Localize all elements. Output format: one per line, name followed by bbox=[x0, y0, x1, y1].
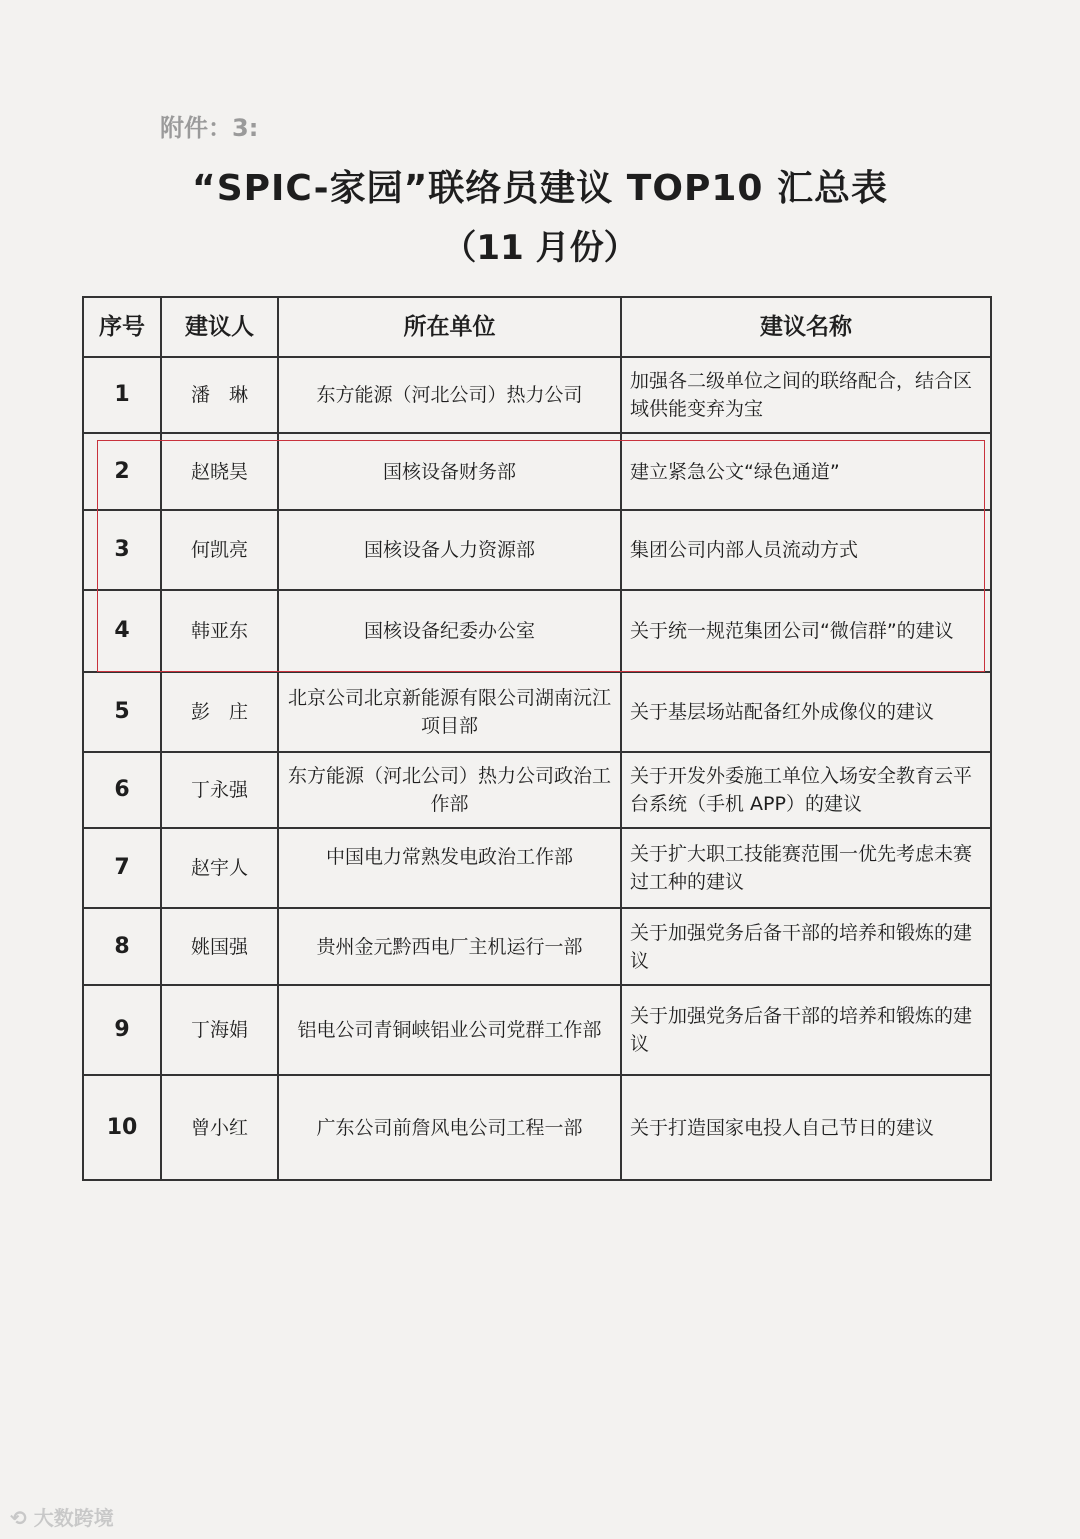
row-number: 7 bbox=[83, 828, 161, 908]
suggestion-title: 关于开发外委施工单位入场安全教育云平台系统（手机 APP）的建议 bbox=[621, 752, 991, 828]
unit-name: 铝电公司青铜峡铝业公司党群工作部 bbox=[278, 985, 621, 1075]
table-row bbox=[83, 985, 991, 1075]
unit-name: 贵州金元黔西电厂主机运行一部 bbox=[278, 908, 621, 985]
suggestion-title: 关于扩大职工技能赛范围一优先考虑未赛过工种的建议 bbox=[621, 828, 991, 908]
row-number: 6 bbox=[83, 752, 161, 828]
suggester-name: 丁永强 bbox=[161, 752, 278, 828]
unit-name: 北京公司北京新能源有限公司湖南沅江项目部 bbox=[278, 672, 621, 752]
row-number: 10 bbox=[83, 1075, 161, 1180]
unit-name: 广东公司前詹风电公司工程一部 bbox=[278, 1075, 621, 1180]
table-row bbox=[83, 357, 991, 433]
row-number: 1 bbox=[83, 357, 161, 433]
suggester-name: 韩亚东 bbox=[161, 590, 278, 672]
suggester-name: 彭 庄 bbox=[161, 672, 278, 752]
header-no: 序号 bbox=[83, 297, 161, 357]
suggester-name: 赵宇人 bbox=[161, 828, 278, 908]
suggester-name: 曾小红 bbox=[161, 1075, 278, 1180]
unit-name: 国核设备财务部 bbox=[278, 433, 621, 510]
suggestions-table bbox=[82, 296, 992, 1181]
table-row bbox=[83, 672, 991, 752]
suggestion-title: 关于基层场站配备红外成像仪的建议 bbox=[621, 672, 991, 752]
suggester-name: 赵晓昊 bbox=[161, 433, 278, 510]
suggestion-title: 关于统一规范集团公司“微信群”的建议 bbox=[621, 590, 991, 672]
row-number: 2 bbox=[83, 433, 161, 510]
watermark-logo: ⟲ 大数跨境 bbox=[10, 1506, 114, 1530]
suggestion-title: 集团公司内部人员流动方式 bbox=[621, 510, 991, 590]
attachment-label: 附件：3: bbox=[160, 114, 259, 142]
suggestion-title: 关于加强党务后备干部的培养和锻炼的建议 bbox=[621, 908, 991, 985]
suggestion-title: 加强各二级单位之间的联络配合，结合区域供能变弃为宝 bbox=[621, 357, 991, 433]
table-header-row bbox=[83, 297, 991, 357]
unit-name: 国核设备人力资源部 bbox=[278, 510, 621, 590]
suggester-name: 姚国强 bbox=[161, 908, 278, 985]
suggestion-title: 关于加强党务后备干部的培养和锻炼的建议 bbox=[621, 985, 991, 1075]
header-suggestion: 建议名称 bbox=[621, 297, 991, 357]
row-number: 4 bbox=[83, 590, 161, 672]
header-name: 建议人 bbox=[161, 297, 278, 357]
document-title: “SPIC-家园”联络员建议 TOP10 汇总表 bbox=[192, 168, 888, 209]
row-number: 9 bbox=[83, 985, 161, 1075]
suggestion-title: 关于打造国家电投人自己节日的建议 bbox=[621, 1075, 991, 1180]
row-number: 5 bbox=[83, 672, 161, 752]
suggester-name: 丁海娟 bbox=[161, 985, 278, 1075]
red-highlight-box bbox=[97, 440, 985, 672]
table-row bbox=[83, 1075, 991, 1180]
unit-name: 东方能源（河北公司）热力公司政治工作部 bbox=[278, 752, 621, 828]
table-row bbox=[83, 752, 991, 828]
row-number: 8 bbox=[83, 908, 161, 985]
unit-name: 国核设备纪委办公室 bbox=[278, 590, 621, 672]
suggestion-title: 建立紧急公文“绿色通道” bbox=[621, 433, 991, 510]
document-subtitle: （11 月份） bbox=[442, 228, 638, 268]
table-row bbox=[83, 828, 991, 908]
unit-name: 东方能源（河北公司）热力公司 bbox=[278, 357, 621, 433]
suggester-name: 潘 琳 bbox=[161, 357, 278, 433]
suggester-name: 何凯亮 bbox=[161, 510, 278, 590]
unit-name: 中国电力常熟发电政治工作部 bbox=[278, 828, 621, 908]
table-row bbox=[83, 908, 991, 985]
header-unit: 所在单位 bbox=[278, 297, 621, 357]
row-number: 3 bbox=[83, 510, 161, 590]
